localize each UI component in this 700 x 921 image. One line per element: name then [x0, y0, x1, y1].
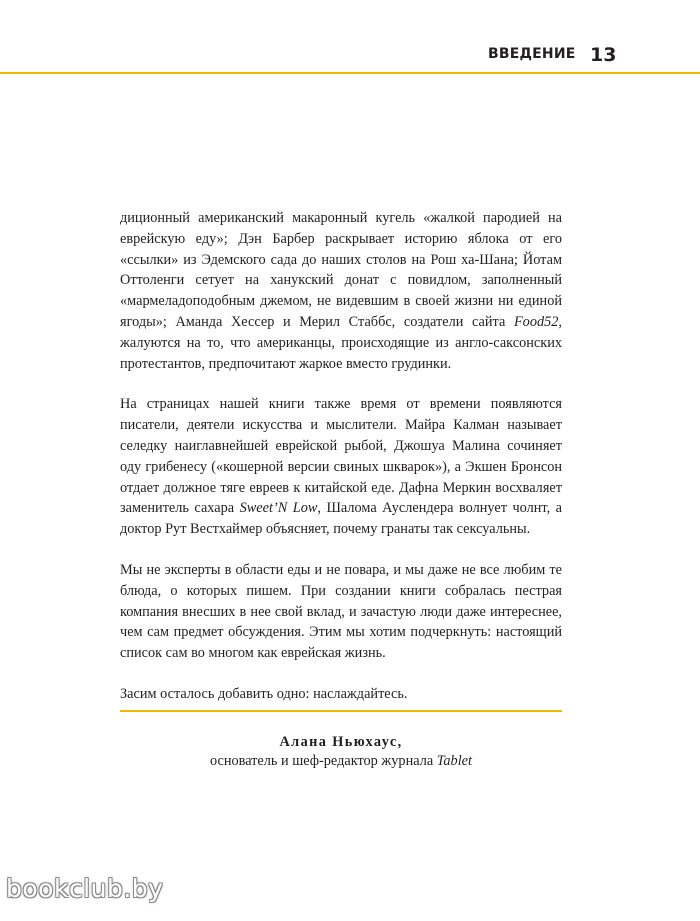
paragraph-1-part-a: диционный американский макаронный кугель «жалкой пародией на еврейскую еду»; Дэн Барбер раскрывает историю яблока от его «ссылки» из Эдемского сада до наших столов на Рош ха-Шана; Йотам Оттоленги сетует на ханукский донат с повидлом, заполненный «мармеладоподобным джемом, не видевшим в своей жизни ни единой ягоды»; Аманда Хессер и Мерил Стаббс, создатели сайта [120, 210, 562, 330]
author-role-text: основатель и шеф-редактор журнала [210, 753, 437, 769]
signature-rule [120, 710, 562, 712]
paragraph-3: Мы не эксперты в области еды и не повара, и мы даже не все любим те блюда, о которых пишем. При создании книги собралась пестрая компания внесших в нее свой вклад, и зачастую люди даже интереснее, чем сам предмет обсуждения. Этим мы хотим подчеркнуть: настоящий список сам во многом как еврейская жизнь. [120, 561, 562, 662]
author-name: Алана Ньюхаус, [279, 734, 403, 750]
page-number: 13 [590, 44, 617, 66]
paragraph-4: Засим осталось добавить одно: наслаждайтесь. [120, 685, 408, 702]
paragraph-1 [120, 208, 562, 374]
author-role [120, 752, 562, 771]
header-rule [0, 72, 700, 74]
paragraph-1-part-b: , жалуются на то, что американцы, происходящие из англо-саксонских протестантов, предпочитают жаркое вместо грудинки. [120, 313, 562, 372]
signature [120, 733, 562, 771]
site-name: Food52 [513, 313, 559, 330]
section-title: ВВЕДЕНИЕ [488, 46, 576, 62]
body-text [120, 208, 562, 705]
paragraph-2-part-a: На страницах нашей книги также время от времени появляются писатели, деятели искусства и мыслители. Майра Калман называет селедку наиглавнейшей еврейской рыбой, Джошуа Малина сочиняет оду грибенесу («кошерной версии свиных шкварок»), а Экшен Бронсон отдает должное тяге евреев к китайской еде. Дафна Меркин восхваляет заменитель сахара [120, 396, 562, 517]
watermark: bookclub.by [6, 874, 164, 903]
paragraph-2-part-b: , Шалома Ауслендера волнует чолнт, а доктор Рут Вестхаймер объясняет, почему гранаты так сексуальны. [120, 500, 562, 538]
paragraph-2 [120, 394, 562, 540]
brand-name: Sweet’N Low [239, 500, 318, 517]
magazine-name: Tablet [436, 753, 472, 769]
